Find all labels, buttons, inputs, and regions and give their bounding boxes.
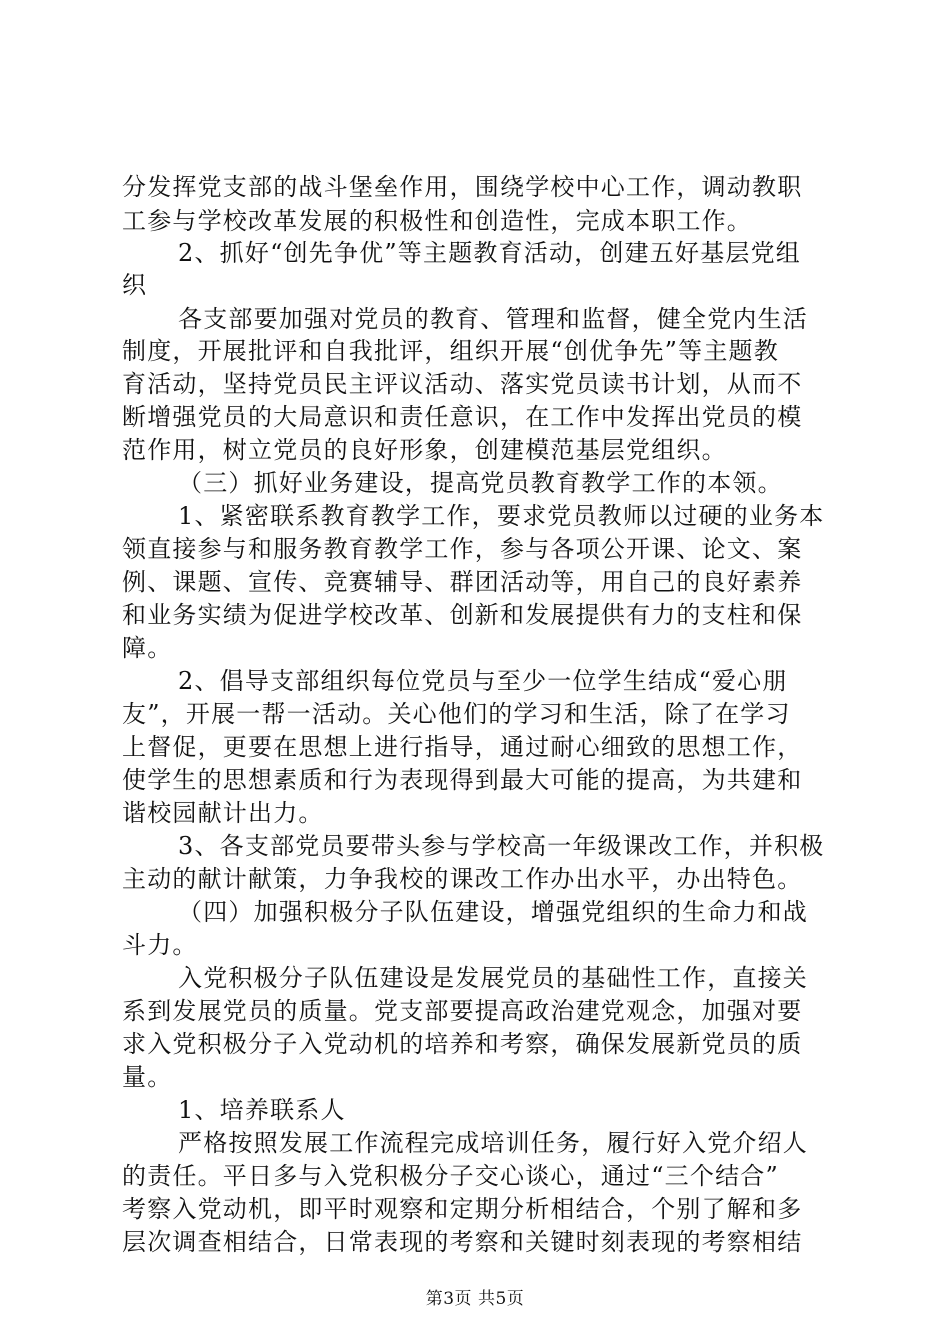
paragraph-line: 友”，开展一帮一活动。关心他们的学习和生活，除了在学习 (122, 700, 791, 728)
paragraph-line: 例、课题、宣传、竞赛辅导、群团活动等，用自己的良好素养 (122, 568, 803, 596)
paragraph-line: 工参与学校改革发展的积极性和创造性，完成本职工作。 (122, 207, 752, 235)
paragraph-line: 的责任。平日多与入党积极分子交心谈心，通过“三个结合” (122, 1162, 779, 1190)
paragraph-line: 范作用，树立党员的良好形象，创建模范基层党组织。 (122, 436, 727, 464)
subheading: 1、培养联系人 (178, 1096, 346, 1124)
paragraph-line: 织 (122, 271, 148, 299)
paragraph-line: 分发挥党支部的战斗堡垒作用，围绕学校中心工作，调动教职 (122, 173, 803, 201)
paragraph-line: 系到发展党员的质量。党支部要提高政治建党观念，加强对要 (122, 997, 803, 1025)
paragraph-line: 3、各支部党员要带头参与学校高一年级课改工作，并积极 (178, 832, 825, 860)
paragraph-line: 谐校园献计出力。 (122, 799, 324, 827)
paragraph-line: 求入党积极分子入党动机的培养和考察，确保发展新党员的质 (122, 1030, 803, 1058)
paragraph-line: 育活动，坚持党员民主评议活动、落实党员读书计划，从而不 (122, 370, 803, 398)
section-heading: （四）加强积极分子队伍建设，增强党组织的生命力和战 (178, 898, 808, 926)
paragraph-line: 上督促，更要在思想上进行指导，通过耐心细致的思想工作， (122, 733, 803, 761)
paragraph-line: 入党积极分子队伍建设是发展党员的基础性工作，直接关 (178, 964, 808, 992)
paragraph-line: 严格按照发展工作流程完成培训任务，履行好入党介绍人 (178, 1129, 808, 1157)
paragraph-line: 断增强党员的大局意识和责任意识，在工作中发挥出党员的模 (122, 403, 803, 431)
paragraph-line: 1、紧密联系教育教学工作，要求党员教师以过硬的业务本 (178, 502, 825, 530)
paragraph-line: 使学生的思想素质和行为表现得到最大可能的提高，为共建和 (122, 766, 803, 794)
paragraph-line: 量。 (122, 1063, 173, 1091)
paragraph-line: 和业务实绩为促进学校改革、创新和发展提供有力的支柱和保 (122, 601, 803, 629)
paragraph-line: 制度，开展批评和自我批评，组织开展“创优争先”等主题教 (122, 337, 779, 365)
section-heading: 斗力。 (122, 931, 198, 959)
paragraph-line: 领直接参与和服务教育教学工作，参与各项公开课、论文、案 (122, 535, 803, 563)
paragraph-line: 2、抓好“创先争优”等主题教育活动，创建五好基层党组 (178, 239, 802, 267)
page-footer (0, 1284, 950, 1309)
paragraph-line: 层次调查相结合，日常表现的考察和关键时刻表现的考察相结 (122, 1228, 803, 1256)
section-heading: （三）抓好业务建设，提高党员教育教学工作的本领。 (178, 469, 783, 497)
paragraph-line: 各支部要加强对党员的教育、管理和监督，健全党内生活 (178, 305, 808, 333)
paragraph-line: 考察入党动机，即平时观察和定期分析相结合，个别了解和多 (122, 1195, 803, 1223)
paragraph-line: 主动的献计献策，力争我校的课改工作办出水平，办出特色。 (122, 865, 803, 893)
page-number: 第3页 共5页 (425, 1289, 525, 1309)
paragraph-line: 2、倡导支部组织每位党员与至少一位学生结成“爱心朋 (178, 667, 788, 695)
paragraph-line: 障。 (122, 634, 173, 662)
